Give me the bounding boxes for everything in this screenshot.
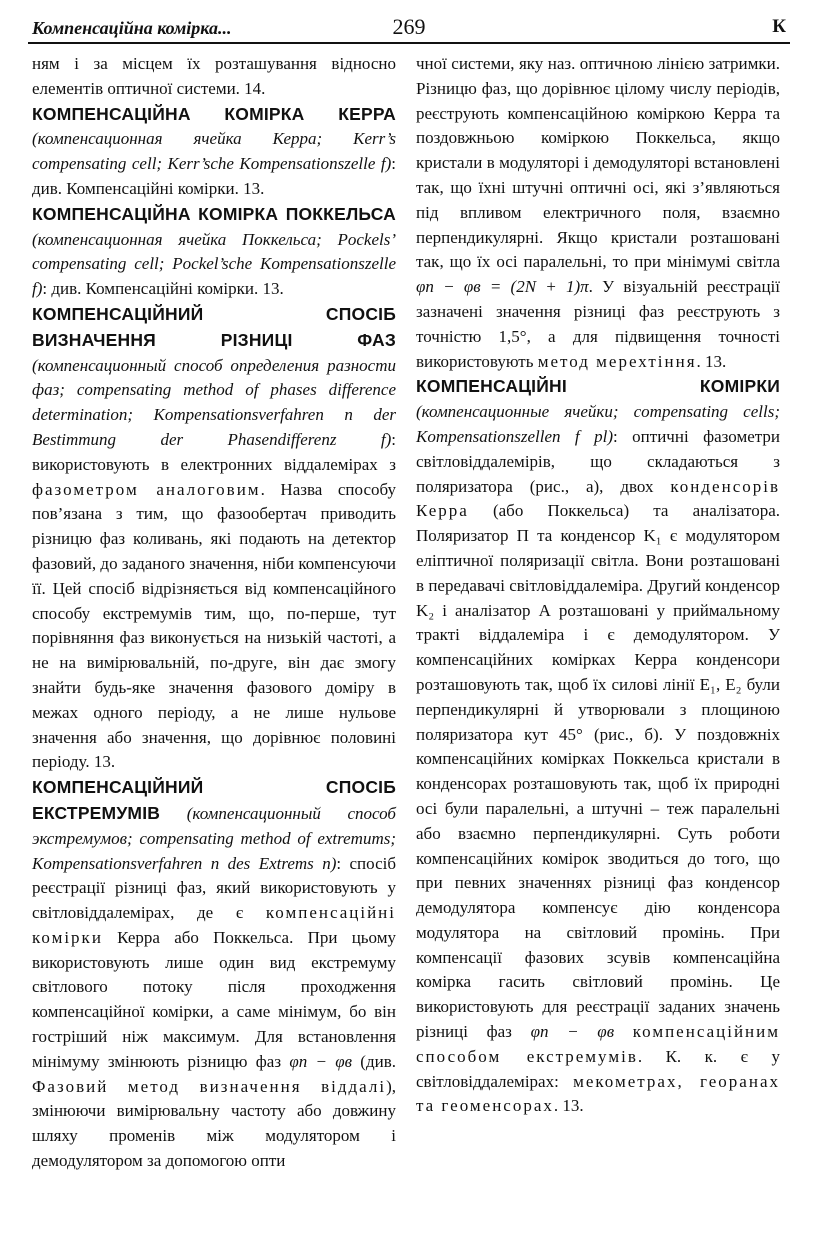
cross-reference: мекометрах, георанах та геоменсорах (416, 1071, 780, 1116)
entry-body: : див. Компенсаційні комірки. 13. (42, 279, 284, 299)
entry-body: . 13. (696, 351, 727, 371)
right-column (416, 52, 780, 1119)
entry-body: ), змінюючи вимірювальну частоту або довжину шляху променів між модулятором і демодулятором за допомогою опти (32, 1076, 396, 1171)
entry-body: чної системи, яку наз. оптичною лінією затримки. Різницю фаз, що дорівнює цілому числу періодів, реєструють компенсаційною коміркою Керра та поздовжньою коміркою Поккельса, якщо кристали в модуляторі і демодуляторі встановлені так, що їхні штучні оптичні осі, які з’являються під впливом електричного поля, взаємно перпендикулярні. Якщо кристали розташовані так, що їх осі паралельні, то при мінімумі світла (416, 54, 780, 272)
entry-term: КОМПЕНСАЦІЙНА КОМІРКА КЕРРА (32, 103, 396, 124)
entry-body: . К. к. є у світловіддалемірах: (416, 1046, 780, 1091)
entry-body: : спосіб реєстрації різниці фаз, який використовують у світловіддалемірах, де є (32, 853, 396, 923)
entry-translations: (компенсационная ячейка Поккельса; Pockels’ compensating cell; Pockel’sche Kompensationszelle f) (32, 229, 396, 299)
formula: φп − φв (530, 1022, 615, 1042)
entry-body: Керра або Поккельса. При цьому використовують лише один вид екстремуму світлового потоку після проходження компенсаційної комірки, а саме мінімум, бо він гостріший ніж максимум. Для встановлення мінімуму змінюють різницю фаз (32, 927, 396, 1071)
continued-text: ням і за місцем їх розташування відносно елементів оптичної системи. 14. (32, 54, 396, 98)
entry-body: . У візуальній реєстрації зазначені значення різниці фаз реєструють з точністю 1,5°, а для підвищення точності використовують (416, 277, 780, 371)
entry-body (614, 1022, 633, 1041)
cross-reference: метод мерехтіння (537, 351, 697, 371)
entry-body: . 13. (553, 1096, 584, 1116)
entry-term: КОМПЕНСАЦІЙНИЙ СПОСІБ ВИЗНАЧЕННЯ РІЗНИЦІ ФАЗ (32, 303, 396, 350)
page-header (28, 12, 790, 44)
entry-term: КОМПЕНСАЦІЙНІ КОМІРКИ (416, 376, 780, 397)
cross-reference: конденсорів Керра (416, 476, 780, 521)
entry-body: : використовують в електронних віддалемірах з (32, 429, 396, 474)
cross-reference: компенсаційним способом екстремумів (416, 1022, 780, 1066)
entry-term: КОМПЕНСАЦІЙНА КОМІРКА ПОККЕЛЬСА (32, 203, 396, 224)
formula: φп − φв = (2N + 1)π (416, 277, 589, 297)
cross-reference: Фазовий метод визначення віддалі (32, 1076, 387, 1096)
entry-compensating-cells (416, 374, 780, 1119)
entry-kerr-cell (32, 102, 396, 202)
entry-body: . Назва способу пов’язана з тим, що фазообертач приводить різницю фаз коливань, які подають на детектор фазовий, до заданого значення, ніби компенсуючи її. Цей спосіб відрізняється від компенсаційного способу екстремумів тим, що, по-перше, тут порівняння фаз виконується на низькій частоті, а не на вимірювальній, по-друге, він дає змогу знайти будь-яке значення фазового доміру в межах одного періоду, а не лише нульове значення або значення, що дорівнює половині періоду. 13. (32, 479, 397, 772)
entry-body: (або Поккельса) та аналізатора. Поляризатор П та конденсор K₁ є модулятором еліптичної поляризації світла. Вони розташовані в передавачі світловіддалеміра. Другий конденсор K₂ і аналізатор А розташовані у приймальному тракті віддалеміра і є демодулятором. У компенсаційних комірках Керра конденсори розташовують так, щоб їх силові лінії E₁, E₂ були перпендикулярні й утворювали з площиною поляризатора кут 45° (рис., б). У поздовжніх компенсаційних комірках Поккельса кристали в конденсорах розташовують так, щоб їх природні осі були паралельні, а штучні – теж паралельні або взаємно перпендикулярні. Суть роботи компенсаційних комірок зводиться до того, що при певних значеннях різниці фаз конденсор демодулятора компенсує дію конденсора модулятора на світловий промінь. При компенсації фазових зсувів компенсаційна комірка гасить світловий промінь. Це використовують для реєстрації заданих значень різниці фаз (416, 501, 780, 1042)
entry-term: КОМПЕНСАЦІЙНИЙ СПОСІБ ЕКСТРЕМУМІВ (32, 777, 396, 823)
entry-translations: (компенсационный способ определения разности фаз; compensating method of phases difference determination; Kompensationsverfahren n der Bestimmung der Phasendifferenz f) (32, 355, 396, 449)
left-column (32, 52, 396, 1174)
cross-reference: компенсаційні комірки (32, 903, 396, 947)
entry-translations: (компенсационный способ экстремумов; compensating method of extremums; Kompensationsverfahren n des Extrems n) (32, 803, 396, 873)
section-letter: К (772, 16, 786, 37)
entry-body: : оптичні фазометри світловіддалемірів, що складаються з поляризатора (рис., а), двох (416, 426, 780, 496)
running-head: Компенсаційна комірка... (32, 18, 232, 38)
formula: φп − φв (289, 1051, 353, 1071)
cross-reference: фазометром аналоговим (32, 479, 261, 499)
entry-body: (див. (352, 1051, 396, 1071)
continued-text (416, 52, 780, 374)
page-number: 269 (392, 14, 426, 39)
entry-extremum-method (32, 775, 396, 1174)
entry-translations: (компенсационные ячейки; compensating cells; Kompensationszellen f pl) (416, 402, 780, 446)
entry-body: : див. Компенсаційні комірки. 13. (32, 154, 396, 198)
entry-pockels-cell (32, 202, 396, 302)
entry-translations: (компенсационная ячейка Керра; Kerr’s compensating cell; Kerr’sche Kompensationszelle f) (32, 129, 396, 174)
entry-phase-difference-method (32, 302, 396, 775)
